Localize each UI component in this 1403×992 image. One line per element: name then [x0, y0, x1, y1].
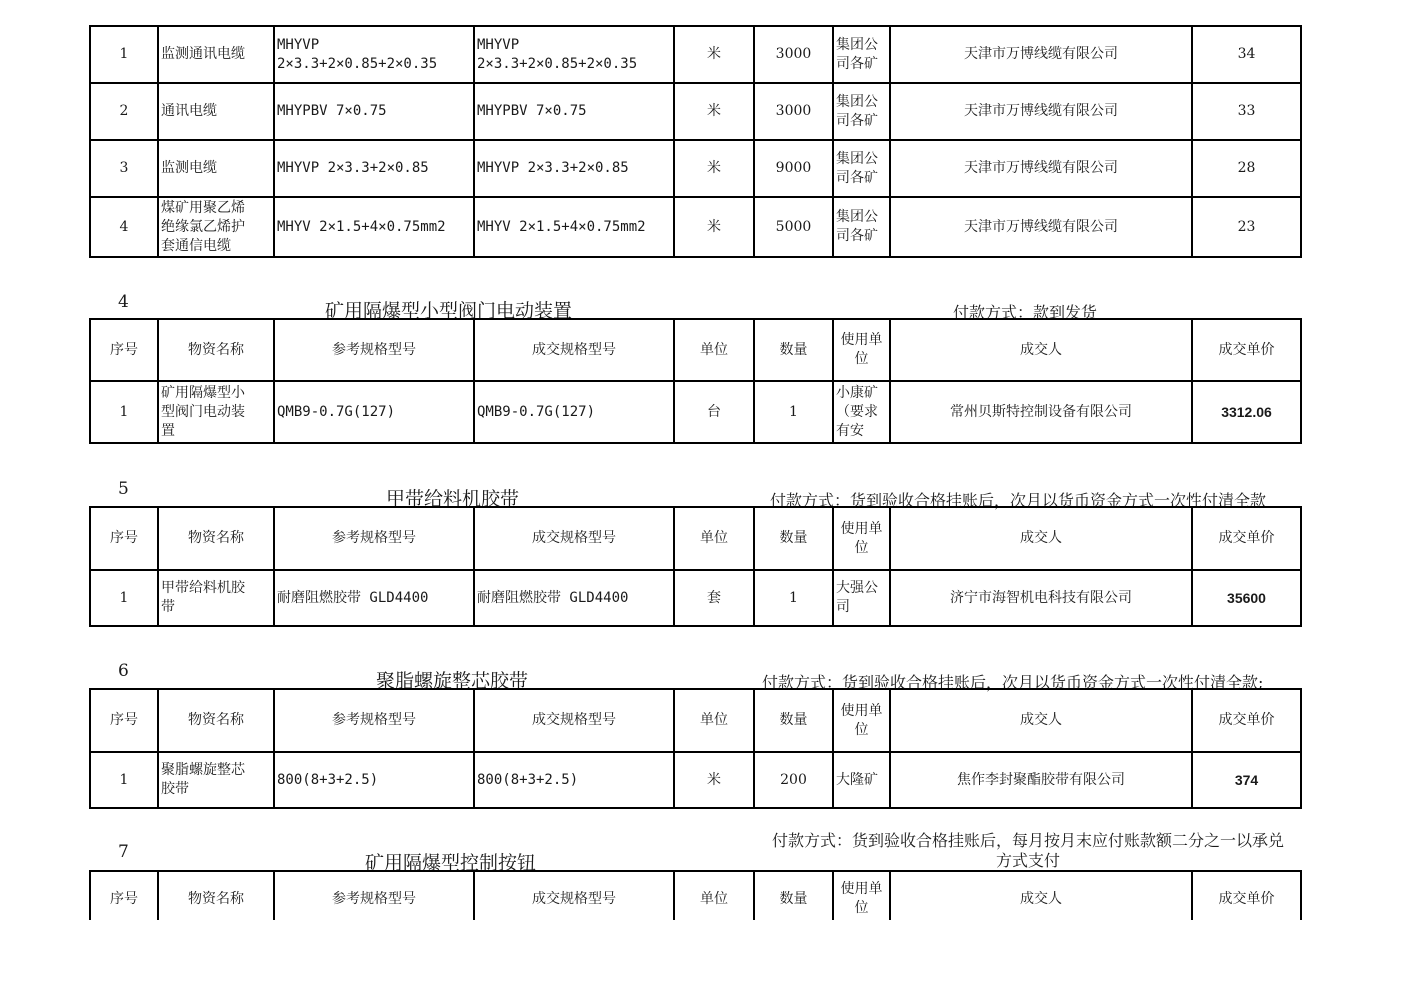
table-row [90, 83, 1301, 140]
header-ref-spec: 参考规格型号 [274, 689, 474, 752]
section-title: 矿用隔爆型小型阀门电动装置 [325, 300, 573, 322]
polyester-belt-table [89, 688, 1302, 809]
payment-terms: 付款方式：货到验收合格挂账后，次月以货币资金方式一次性付清全款 [770, 491, 1267, 510]
deal-spec-cell: 800(8+3+2.5) [474, 752, 674, 808]
user-cell: 集团公 司各矿 [833, 140, 890, 197]
section-title: 聚脂螺旋整芯胶带 [376, 670, 529, 692]
price-cell: 35600 [1192, 570, 1301, 626]
vendor-cell: 天津市万博线缆有限公司 [890, 26, 1192, 83]
section-number: 6 [118, 661, 129, 681]
seq-cell: 1 [90, 26, 158, 83]
qty-cell: 5000 [754, 197, 833, 257]
seq-cell: 1 [90, 752, 158, 808]
header-name: 物资名称 [158, 319, 274, 381]
unit-cell: 套 [674, 570, 754, 626]
header-vendor: 成交人 [890, 689, 1192, 752]
header-seq: 序号 [90, 319, 158, 381]
qty-cell: 3000 [754, 83, 833, 140]
user-cell: 集团公 司各矿 [833, 197, 890, 257]
table-row [90, 570, 1301, 626]
header-ref-spec: 参考规格型号 [274, 319, 474, 381]
vendor-cell: 焦作李封聚酯胶带有限公司 [890, 752, 1192, 808]
name-cell: 甲带给料机胶 带 [158, 570, 274, 626]
unit-cell: 米 [674, 197, 754, 257]
name-cell: 通讯电缆 [158, 83, 274, 140]
vendor-cell: 常州贝斯特控制设备有限公司 [890, 381, 1192, 443]
header-price: 成交单价 [1192, 871, 1301, 920]
table-row [90, 197, 1301, 257]
cable-table [89, 25, 1302, 258]
ref-spec-cell: QMB9-0.7G(127) [274, 381, 474, 443]
name-cell: 煤矿用聚乙烯 绝缘氯乙烯护 套通信电缆 [158, 197, 274, 257]
ref-spec-cell: 800(8+3+2.5) [274, 752, 474, 808]
price-cell: 374 [1192, 752, 1301, 808]
header-name: 物资名称 [158, 507, 274, 570]
header-ref-spec: 参考规格型号 [274, 871, 474, 920]
user-cell: 大隆矿 [833, 752, 890, 808]
payment-terms: 付款方式：货到验收合格挂账后，次月以货币资金方式一次性付清全款; [762, 673, 1264, 692]
header-unit: 单位 [674, 507, 754, 570]
user-cell: 集团公 司各矿 [833, 83, 890, 140]
header-vendor: 成交人 [890, 319, 1192, 381]
header-qty: 数量 [754, 319, 833, 381]
table-header-row [90, 689, 1301, 752]
seq-cell: 2 [90, 83, 158, 140]
price-cell: 23 [1192, 197, 1301, 257]
header-seq: 序号 [90, 871, 158, 920]
table-row [90, 140, 1301, 197]
name-cell: 聚脂螺旋整芯 胶带 [158, 752, 274, 808]
vendor-cell: 天津市万博线缆有限公司 [890, 197, 1192, 257]
qty-cell: 200 [754, 752, 833, 808]
section-number: 4 [118, 292, 129, 312]
unit-cell: 米 [674, 752, 754, 808]
seq-cell: 4 [90, 197, 158, 257]
header-deal-spec: 成交规格型号 [474, 319, 674, 381]
header-ref-spec: 参考规格型号 [274, 507, 474, 570]
table-row [90, 752, 1301, 808]
seq-cell: 3 [90, 140, 158, 197]
ref-spec-cell: MHYVP 2×3.3+2×0.85 [274, 140, 474, 197]
user-cell: 集团公 司各矿 [833, 26, 890, 83]
table-row [90, 26, 1301, 83]
name-cell: 矿用隔爆型小 型阀门电动装 置 [158, 381, 274, 443]
header-deal-spec: 成交规格型号 [474, 507, 674, 570]
unit-cell: 米 [674, 26, 754, 83]
payment-terms: 付款方式：款到发货 [953, 303, 1098, 322]
section-title: 矿用隔爆型控制按钮 [365, 852, 537, 874]
header-price: 成交单价 [1192, 507, 1301, 570]
section-number: 5 [118, 479, 129, 499]
header-vendor: 成交人 [890, 507, 1192, 570]
qty-cell: 9000 [754, 140, 833, 197]
header-deal-spec: 成交规格型号 [474, 689, 674, 752]
seq-cell: 1 [90, 570, 158, 626]
user-cell: 小康矿 （要求 有安 [833, 381, 890, 443]
table-row [90, 381, 1301, 443]
vendor-cell: 济宁市海智机电科技有限公司 [890, 570, 1192, 626]
control-button-table [89, 870, 1302, 920]
header-name: 物资名称 [158, 871, 274, 920]
header-qty: 数量 [754, 689, 833, 752]
header-seq: 序号 [90, 507, 158, 570]
name-cell: 监测电缆 [158, 140, 274, 197]
unit-cell: 米 [674, 83, 754, 140]
table-header-row [90, 871, 1301, 920]
name-cell: 监测通讯电缆 [158, 26, 274, 83]
table-header-row [90, 319, 1301, 381]
deal-spec-cell: MHYVP 2×3.3+2×0.85+2×0.35 [474, 26, 674, 83]
price-cell: 33 [1192, 83, 1301, 140]
qty-cell: 1 [754, 570, 833, 626]
section-title: 甲带给料机胶带 [386, 488, 520, 510]
control-button-table-wrapper [0, 870, 1403, 920]
header-seq: 序号 [90, 689, 158, 752]
header-price: 成交单价 [1192, 319, 1301, 381]
header-user: 使用单 位 [833, 319, 890, 381]
payment-terms-line: 付款方式：货到验收合格挂账后，每月按月末应付账款额二分之一以承兑 [771, 831, 1284, 850]
ref-spec-cell: 耐磨阻燃胶带 GLD4400 [274, 570, 474, 626]
price-cell: 34 [1192, 26, 1301, 83]
header-price: 成交单价 [1192, 689, 1301, 752]
qty-cell: 1 [754, 381, 833, 443]
header-user: 使用单 位 [833, 689, 890, 752]
ref-spec-cell: MHYV 2×1.5+4×0.75mm2 [274, 197, 474, 257]
header-vendor: 成交人 [890, 871, 1192, 920]
header-user: 使用单 位 [833, 871, 890, 920]
deal-spec-cell: 耐磨阻燃胶带 GLD4400 [474, 570, 674, 626]
header-deal-spec: 成交规格型号 [474, 871, 674, 920]
price-cell: 28 [1192, 140, 1301, 197]
header-qty: 数量 [754, 507, 833, 570]
header-unit: 单位 [674, 689, 754, 752]
vendor-cell: 天津市万博线缆有限公司 [890, 83, 1192, 140]
header-unit: 单位 [674, 871, 754, 920]
unit-cell: 台 [674, 381, 754, 443]
section-number: 7 [118, 842, 129, 862]
table-header-row [90, 507, 1301, 570]
header-qty: 数量 [754, 871, 833, 920]
qty-cell: 3000 [754, 26, 833, 83]
deal-spec-cell: MHYV 2×1.5+4×0.75mm2 [474, 197, 674, 257]
payment-terms-line: 方式支付 [995, 851, 1060, 870]
seq-cell: 1 [90, 381, 158, 443]
ref-spec-cell: MHYPBV 7×0.75 [274, 83, 474, 140]
deal-spec-cell: MHYPBV 7×0.75 [474, 83, 674, 140]
header-name: 物资名称 [158, 689, 274, 752]
deal-spec-cell: QMB9-0.7G(127) [474, 381, 674, 443]
unit-cell: 米 [674, 140, 754, 197]
valve-table [89, 318, 1302, 444]
price-cell: 3312.06 [1192, 381, 1301, 443]
payment-terms [758, 831, 1298, 871]
user-cell: 大强公 司 [833, 570, 890, 626]
header-user: 使用单 位 [833, 507, 890, 570]
vendor-cell: 天津市万博线缆有限公司 [890, 140, 1192, 197]
belt-table [89, 506, 1302, 627]
deal-spec-cell: MHYVP 2×3.3+2×0.85 [474, 140, 674, 197]
header-unit: 单位 [674, 319, 754, 381]
ref-spec-cell: MHYVP 2×3.3+2×0.85+2×0.35 [274, 26, 474, 83]
